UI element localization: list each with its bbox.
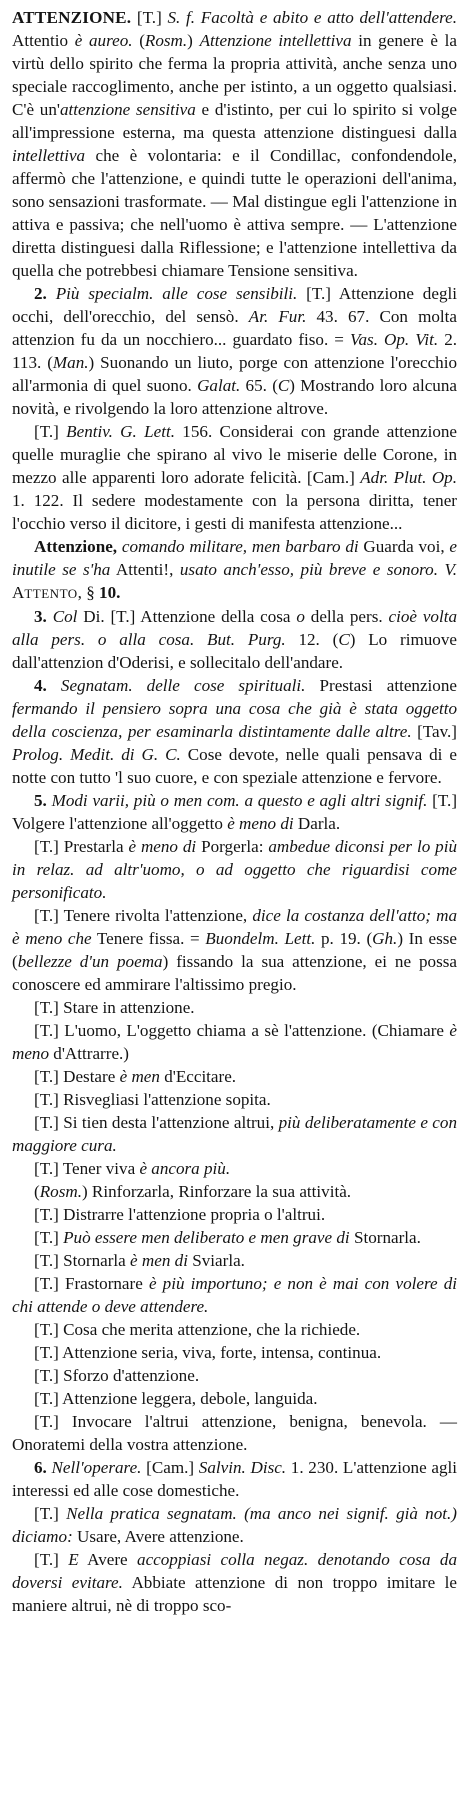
text-run: è meno di: [128, 837, 197, 856]
text-run: [T.]: [34, 1228, 64, 1247]
text-run: [T.] Frastornare: [34, 1274, 149, 1293]
text-run: 3.: [34, 607, 53, 626]
text-run: Gh.: [372, 929, 398, 948]
text-run: Di. [T.] Attenzione della cosa: [77, 607, 297, 626]
text-run: S. f. Facoltà e abito e atto dell'attendere.: [167, 8, 457, 27]
text-run: in genere è la virtù dello spirito che ferma la propria attività, anche senza uno speciale raccoglimento, anche per istinto, a un oggetto qualsiasi. C'è un': [12, 31, 458, 119]
text-run: è men di: [130, 1251, 188, 1270]
text-run: Rosm.: [144, 31, 188, 50]
text-run: [T.] Tenere rivolta l'attenzione,: [34, 906, 253, 925]
text-run: Cose devote, nelle quali pensava di e notte con tutto 'l suo cuore, e con speziale attenzione e fervore.: [12, 745, 457, 787]
text-run: [T.] Stornarla: [34, 1251, 131, 1270]
text-run: 4.: [34, 676, 61, 695]
text-run: [T.] Attenzione seria, viva, forte, intensa, continua.: [34, 1343, 382, 1362]
para-seria: [12, 1341, 457, 1364]
text-run: Adr. Plut. Op.: [360, 468, 457, 487]
text-run: [T.] Destare: [34, 1067, 120, 1086]
text-run: Porgerla:: [196, 837, 269, 856]
text-run: dice la costanza dell'atto; ma è meno che: [12, 906, 458, 948]
text-run: è meno: [12, 1021, 457, 1063]
text-run: è ancora più.: [139, 1159, 231, 1178]
text-run: Sviarla.: [187, 1251, 245, 1270]
text-run: 1. 122. Il sedere modestamente con la persona diritta, tener l'occhio verso il dicitore, i gesti di manifesta attenzione...: [12, 491, 457, 533]
text-run: è meno di: [227, 814, 294, 833]
text-run: ) Suonando un liuto, porge con attenzione l'orecchio all'armonia di quel suono.: [12, 353, 457, 395]
text-run: Avere: [78, 1550, 138, 1569]
text-run: [194, 630, 207, 649]
text-run: C: [277, 376, 290, 395]
text-run: ) Lo rimuove dall'attenzion d'Oderisi, e sollecitalo dell'andare.: [12, 630, 457, 672]
text-run: Stornarla.: [349, 1228, 421, 1247]
text-run: 2.: [34, 284, 56, 303]
para-leggera: [12, 1387, 457, 1410]
text-run: Tenere fissa. =: [91, 929, 206, 948]
text-run: cioè volta alla pers. o alla cosa.: [12, 607, 458, 649]
text-run: fermando il pensiero sopra una cosa che già è stata oggetto della coscienza, per esaminarla distintamente dalle altre.: [12, 699, 457, 741]
text-run: 156. Considerai con grande attenzione quelle muraglie che spirano al vivo le miserie delle Corone, in mezzo alle apparenti loro adorate felicità. [Cam.]: [12, 422, 458, 487]
para-sense-4: [12, 674, 457, 789]
text-run: Buondelm. Lett.: [205, 929, 316, 948]
text-run: Darla.: [293, 814, 341, 833]
text-run: 10.: [99, 583, 121, 602]
para-puo-essere: [12, 1226, 457, 1249]
text-run: 1. 230. L'attenzione agli interessi ed alle cose domestiche.: [12, 1458, 458, 1500]
para-distrarre: [12, 1203, 457, 1226]
text-run: Bentiv. G. Lett.: [66, 422, 175, 441]
text-run: 2. 113. (: [12, 330, 458, 372]
para-tener-viva: [12, 1157, 457, 1180]
text-run: Guarda voi,: [358, 537, 450, 556]
text-run: Nell'operare.: [51, 1458, 142, 1477]
text-run: [T.] Attenzione leggera, debole, languida.: [34, 1389, 318, 1408]
text-run: ambedue diconsi per lo più in relaz. ad altr'uomo, o ad oggetto che riguardisi come personificato.: [12, 837, 457, 902]
text-run: più deliberatamente e con maggiore cura.: [12, 1113, 457, 1155]
text-run: ) Mostrando loro alcuna novità, e rivolgendo la loro attenzione altrove.: [12, 376, 457, 418]
text-run: della pers.: [304, 607, 389, 626]
para-tien-desta: [12, 1111, 457, 1157]
text-run: , §: [77, 583, 100, 602]
para-stare: [12, 996, 457, 1019]
text-run: But. Purg.: [207, 630, 286, 649]
text-run: [T.] Sforzo d'attenzione.: [34, 1366, 200, 1385]
para-rinforzarla: [12, 1180, 457, 1203]
text-run: [T.] Tener viva: [34, 1159, 140, 1178]
text-run: che è volontaria: e il Condillac, confondendole, affermò che l'attenzione, e quindi tutte le operazioni dell'anima, sono sensazioni trasformate. — Mal distingue egli l'attenzione in attiva e passiva; che nell'uomo è attiva sempre. — L'attenzione diretta distinguesi dalla Riflessione; e l'attenzione intellettiva da quella che potrebbesi chiamare Tensione sensitiva.: [12, 146, 457, 280]
text-run: o: [296, 607, 305, 626]
text-run: [T.]: [34, 1504, 67, 1523]
text-run: Attentio: [12, 31, 75, 50]
para-stornarla: [12, 1249, 457, 1272]
text-run: ATTENZIONE.: [12, 8, 132, 27]
text-run: Può essere men deliberato e men grave di: [63, 1228, 350, 1247]
text-run: 6.: [34, 1458, 52, 1477]
text-run: [T.] Invocare l'altrui attenzione, benigna, benevola. — Onoratemi della vostra attenzione.: [12, 1412, 457, 1454]
text-run: è più importuno; e non è mai con volere di chi attende o deve attendere.: [12, 1274, 457, 1316]
para-prestarla: [12, 835, 457, 904]
text-run: 65. (: [240, 376, 278, 395]
text-run: Usare, Avere attenzione.: [72, 1527, 244, 1546]
para-destare: [12, 1065, 457, 1088]
text-run: ): [187, 31, 200, 50]
text-run: [T.] Cosa che merita attenzione, che la richiede.: [34, 1320, 361, 1339]
text-run: Galat.: [197, 376, 241, 395]
text-run: [T.] L'uomo, L'oggetto chiama a sè l'attenzione. (Chiamare: [34, 1021, 450, 1040]
text-run: [T.] Si tien desta l'attenzione altrui,: [34, 1113, 279, 1132]
para-pratica: [12, 1502, 457, 1548]
text-run: [T.] Prestarla: [34, 837, 129, 856]
text-run: è men: [119, 1067, 160, 1086]
text-run: 5.: [34, 791, 52, 810]
para-sforzo: [12, 1364, 457, 1387]
para-sense-2: [12, 282, 457, 420]
text-run: Attenzione intellettiva: [199, 31, 352, 50]
text-run: e inutile se s'ha: [12, 537, 457, 579]
text-run: Vas. Op. Vit.: [349, 330, 439, 349]
text-run: Segnatam. delle cose spirituali.: [60, 676, 306, 695]
text-run: Col: [52, 607, 78, 626]
text-run: Prolog. Medit. di G. C.: [12, 745, 181, 764]
para-avere: [12, 1548, 457, 1617]
para-frastornare: [12, 1272, 457, 1318]
text-run: C: [338, 630, 350, 649]
text-run: 43. 67. Con molta attenzion fu da un nocchiero... guardato fiso. =: [12, 307, 458, 349]
text-run: TTENTO: [24, 586, 78, 601]
text-run: ) fissando la sua attenzione, ei ne possa conoscere ed ammirare l'altissimo pregio.: [12, 952, 458, 994]
para-cosa-merita: [12, 1318, 457, 1341]
para-bentiv: [12, 420, 457, 535]
text-run: A: [12, 583, 25, 602]
text-run: E: [68, 1550, 79, 1569]
para-uomo: [12, 1019, 457, 1065]
para-sense-6: [12, 1456, 457, 1502]
text-run: [Tav.]: [411, 722, 458, 741]
text-run: intellettiva: [12, 146, 86, 165]
text-run: [Cam.]: [141, 1458, 199, 1477]
text-run: [T.]: [34, 1550, 69, 1569]
text-run: [T.]: [131, 8, 168, 27]
text-run: usato anch'esso, più breve e sonoro. V.: [179, 560, 457, 579]
text-run: Attenti!,: [110, 560, 180, 579]
text-run: Più specialm. alle cose sensibili.: [55, 284, 298, 303]
text-run: ) In esse (: [12, 929, 457, 971]
text-run: (: [132, 31, 145, 50]
text-run: Attenzione,: [34, 537, 118, 556]
text-run: Man.: [52, 353, 89, 372]
text-run: [T.]: [34, 422, 67, 441]
text-run: comando militare, men barbaro di: [117, 537, 359, 556]
text-run: accoppiasi colla negaz. denotando cosa da doversi evitare.: [12, 1550, 457, 1592]
text-run: Prestasi attenzione: [305, 676, 457, 695]
text-run: Ar. Fur.: [248, 307, 307, 326]
text-run: [T.] Risvegliasi l'attenzione sopita.: [34, 1090, 271, 1109]
para-risvegliasi: [12, 1088, 457, 1111]
text-run: Rosm.: [39, 1182, 82, 1201]
text-run: Abbiate attenzione di non troppo imitare le maniere altrui, nè di troppo sco-: [12, 1573, 457, 1615]
text-run: e d'istinto, per cui lo spirito si volge all'impressione esterna, ma questa attenzione distinguesi dalla: [12, 100, 457, 142]
text-run: [T.] Attenzione degli occhi, dell'orecchio, del sensò.: [12, 284, 457, 326]
text-run: [T.] Distrarre l'attenzione propria o l'altrui.: [34, 1205, 326, 1224]
text-run: è aureo.: [74, 31, 133, 50]
text-run: attenzione sensitiva: [59, 100, 196, 119]
para-headword: [12, 6, 457, 282]
text-run: ) Rinforzarla, Rinforzare la sua attività.: [81, 1182, 352, 1201]
para-comando: [12, 535, 457, 605]
text-run: [T.] Stare in attenzione.: [34, 998, 195, 1017]
para-tenere: [12, 904, 457, 996]
para-invocare: [12, 1410, 457, 1456]
text-run: bellezze d'un poema: [17, 952, 163, 971]
para-sense-5: [12, 789, 457, 835]
para-sense-3: [12, 605, 457, 674]
text-run: Modi varii, più o men com. a questo e agli altri signif.: [51, 791, 428, 810]
text-run: d'Attrarre.): [49, 1044, 129, 1063]
text-run: Nella pratica segnatam. (ma anco nei signif. già not.) diciamo:: [12, 1504, 457, 1546]
text-run: (: [34, 1182, 40, 1201]
text-run: 12. (: [285, 630, 339, 649]
text-run: Salvin. Disc.: [198, 1458, 287, 1477]
text-run: [T.] Volgere l'attenzione all'oggetto: [12, 791, 458, 833]
text-run: p. 19. (: [315, 929, 373, 948]
text-run: d'Eccitare.: [159, 1067, 237, 1086]
